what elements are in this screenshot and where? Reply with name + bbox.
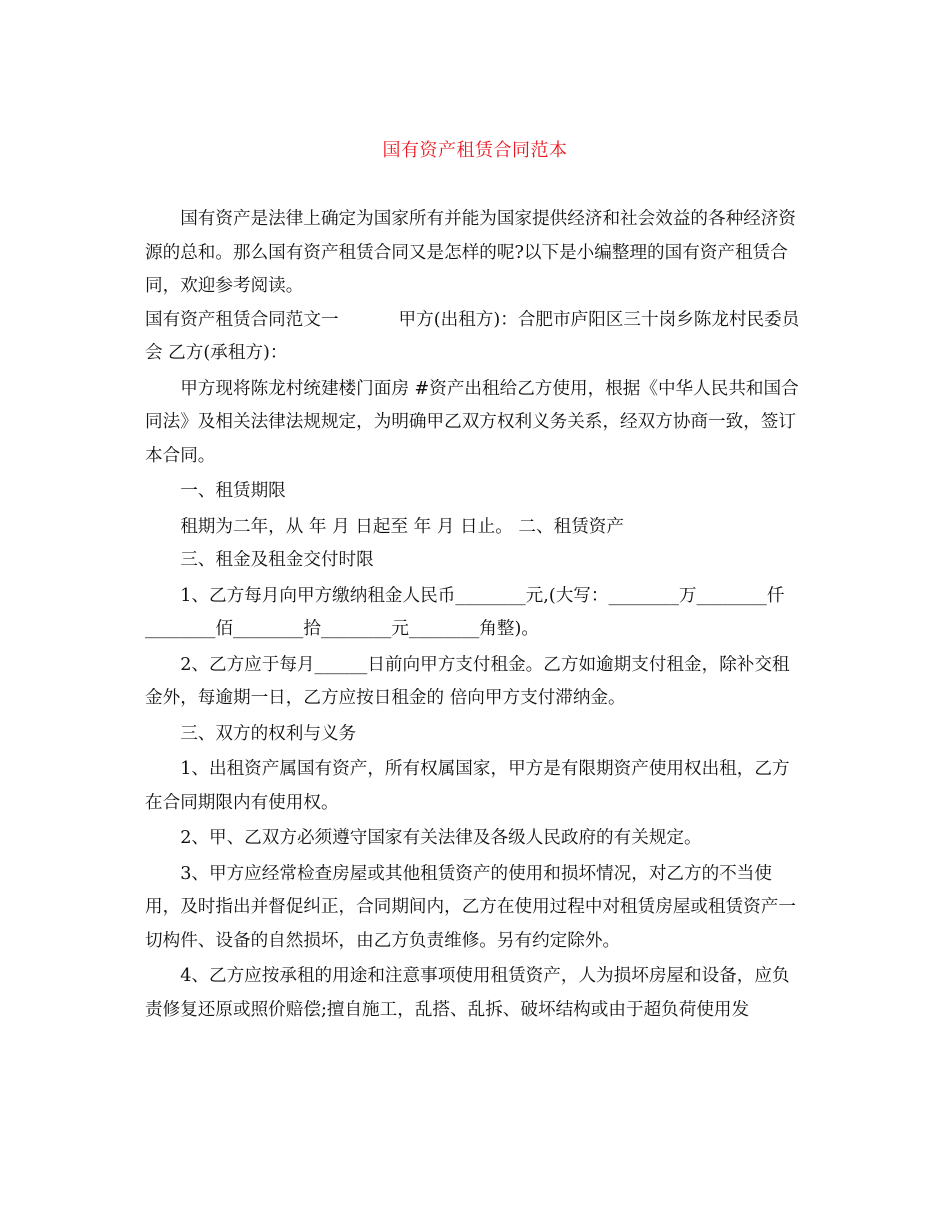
duty-clause-1: 1、出租资产属国有资产，所有权属国家，甲方是有限期资产使用权出租，乙方在合同期限内有使用权。 xyxy=(145,759,790,813)
document-title: 国有资产租赁合同范本 xyxy=(382,140,568,161)
sample-party-line xyxy=(145,304,807,371)
duty-clause-3: 3、甲方应经常检查房屋或其他租赁资产的使用和损坏情况，对乙方的不当使用，及时指出并督促纠正，合同期间内，乙方在使用过程中对租赁房屋或租赁资产一切构件、设备的自然损坏，由乙方负责维修。另有约定除外。 xyxy=(145,863,796,951)
intro-paragraph: 国有资产是法律上确定为国家所有并能为国家提供经济和社会效益的各种经济资源的总和。那么国有资产租赁合同又是怎样的呢?以下是小编整理的国有资产租赁合同，欢迎参考阅读。 xyxy=(145,209,796,296)
rent-clause-2: 2、乙方应于每月______日前向甲方支付租金。乙方如逾期支付租金，除补交租金外，每逾期一日，乙方应按日租金的 倍向甲方支付滞纳金。 xyxy=(145,654,790,708)
section-heading-rent: 三、租金及租金交付时限 xyxy=(180,550,374,570)
party-line: 甲方(出租方)：合肥市庐阳区三十岗乡陈龙村民委员会 乙方(承租方)： xyxy=(145,309,800,363)
duty-clause-2: 2、甲、乙双方必须遵守国家有关法律及各级人民政府的有关规定。 xyxy=(180,828,702,848)
sample-heading: 国有资产租赁合同范文一 xyxy=(145,309,339,330)
rent-clause-1: 1、乙方每月向甲方缴纳租金人民币________元,(大写：________万________仟________佰________拾________元________角整)。 xyxy=(145,585,785,639)
purpose-paragraph: 甲方现将陈龙村统建楼门面房 #资产出租给乙方使用，根据《中华人民共和国合同法》及相关法律法规规定，为明确甲乙双方权利义务关系，经双方协商一致，签订本合同。 xyxy=(145,378,799,466)
duty-clause-4: 4、乙方应按承租的用途和注意事项使用租赁资产，人为损坏房屋和设备，应负责修复还原或照价赔偿;擅自施工，乱搭、乱拆、破坏结构或由于超负荷使用发 xyxy=(145,966,790,1020)
document-body xyxy=(145,203,807,1027)
section-heading-term: 一、租赁期限 xyxy=(180,481,286,501)
term-paragraph: 租期为二年，从 年 月 日起至 年 月 日止。 二、租赁资产 xyxy=(180,516,624,537)
section-heading-rights: 三、双方的权利与义务 xyxy=(180,723,357,744)
